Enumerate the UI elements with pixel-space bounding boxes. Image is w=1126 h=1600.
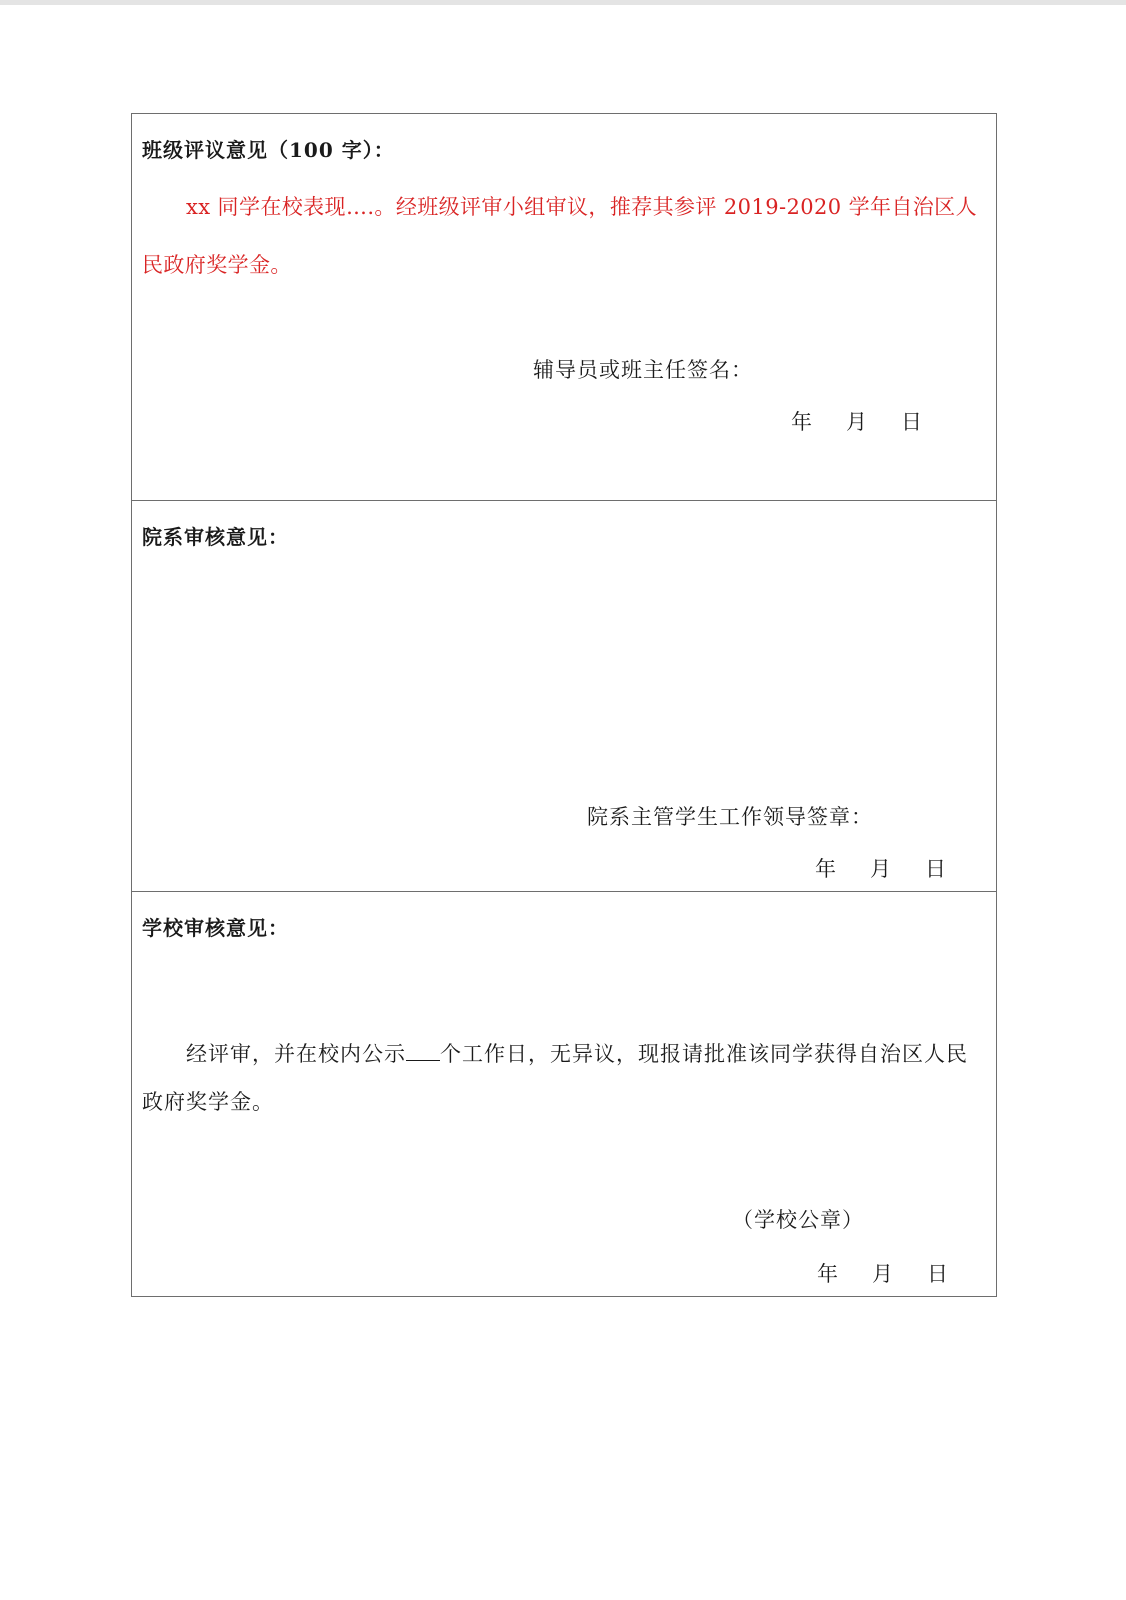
date-day-label: 日 (925, 857, 946, 881)
date-year-label: 年 (817, 1262, 838, 1286)
date-day-label: 日 (901, 410, 922, 434)
date-year-label: 年 (815, 857, 836, 881)
scholarship-review-form (131, 113, 997, 1297)
statement-part-1: 经评审，并在校内公示 (186, 1042, 406, 1066)
class-review-section (132, 114, 996, 500)
dept-review-section (132, 500, 996, 891)
dept-review-title: 院系审核意见： (142, 525, 289, 549)
top-edge-strip (0, 0, 1126, 5)
date-year-label: 年 (791, 410, 812, 434)
school-seal-label: （学校公章） (732, 1208, 864, 1232)
date-month-label: 月 (846, 410, 867, 434)
class-review-date (791, 406, 922, 436)
school-review-date (817, 1258, 948, 1288)
counselor-signature-label: 辅导员或班主任签名： (533, 358, 753, 382)
class-review-comment: xx 同学在校表现….。经班级评审小组审议，推荐其参评 2019-2020 学年自治区人民政府奖学金。 (142, 195, 977, 277)
dept-review-date (815, 853, 946, 883)
school-review-section (132, 891, 996, 1296)
date-month-label: 月 (870, 857, 891, 881)
workdays-blank-field[interactable] (406, 1040, 440, 1061)
date-day-label: 日 (927, 1262, 948, 1286)
date-month-label: 月 (872, 1262, 893, 1286)
dept-signature-label: 院系主管学生工作领导签章： (587, 805, 873, 829)
statement-part-2: 个工作日，无异议，现报请批准该同学获得自治区人民政府奖学金。 (142, 1042, 968, 1114)
school-review-title: 学校审核意见： (142, 916, 289, 940)
class-review-title: 班级评议意见（100 字）： (142, 138, 395, 162)
school-approval-statement (142, 1030, 980, 1126)
